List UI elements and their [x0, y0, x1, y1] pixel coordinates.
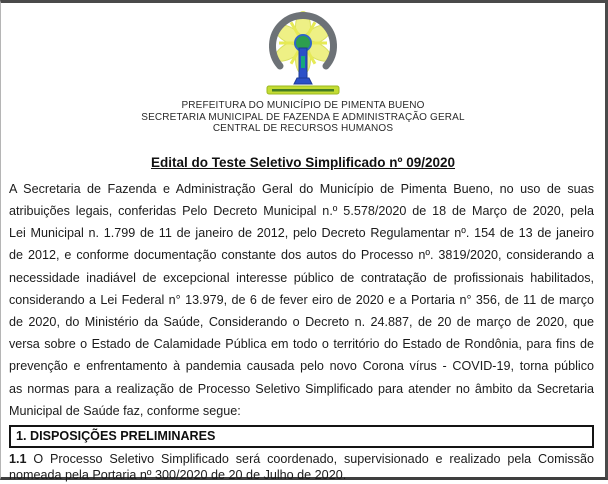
org-header-line2: SECRETARIA MUNICIPAL DE FAZENDA E ADMINISTRAÇÃO GERAL: [141, 111, 465, 123]
edict-document-page: [1, 10, 605, 484]
paragraph-line: prevenção e enfrentamento à pandemia causada pelo novo Corona vírus - COVID-19, torna público: [9, 359, 594, 374]
crest-column-inner: [301, 56, 305, 68]
paragraph-line: as normas para a realização de Processo Seletivo Simplificado para atender no âmbito da Secretaria: [9, 381, 594, 396]
paragraph-line: de 2020, do Ministério da Saúde, Considerando o Decreto n. 24.887, de 20 de março de 2020, que: [9, 315, 594, 329]
section-1-heading-box: [9, 425, 594, 448]
paragraph-line: Municipal de Saúde faz, conforme segue:: [9, 403, 241, 418]
crest-column-base: [294, 78, 312, 84]
preamble-paragraph: [9, 178, 594, 422]
paragraph-line: Lei Municipal n. 1.799 de 11 de janeiro de 2012, pelo Decreto Regulamentar nº. 154 de 13 de janeiro: [9, 226, 594, 241]
org-header-line1: PREFEITURA DO MUNICÍPIO DE PIMENTA BUENO: [181, 100, 425, 111]
item-1-1-number: 1.1: [9, 452, 27, 467]
item-1-1-line2: nomeada pela Portaria nº 300/2020 de 20 de Julho de 2020.: [9, 467, 347, 482]
item-1-1-line1: [9, 452, 594, 468]
org-header-line3: CENTRAL DE RECURSOS HUMANOS: [212, 123, 394, 135]
edict-title: Edital do Teste Seletivo Simplificado nº 09/2020: [150, 154, 456, 170]
paragraph-line: atribuições legais, conferidas Pelo Decreto Municipal n.º 5.578/2020 de 18 de Março de 2020, pela: [9, 203, 594, 218]
logo-container: [256, 10, 350, 96]
section-1-heading: 1. DISPOSIÇÕES PRELIMINARES: [16, 429, 216, 444]
municipal-coat-of-arms-icon: [256, 10, 350, 96]
crest-banner-text: [272, 89, 334, 92]
document-body: [1, 178, 605, 484]
paragraph-line: versa sobre o Estado de Calamidade Pública em todo o território do Estado de Rondônia, para fins de: [9, 337, 594, 352]
paragraph-line: considerando a Lei Federal n° 13.979, de 6 de fever eiro de 2020 e a Portaria n° 356, de 11 de março: [9, 292, 594, 307]
paragraph-line: A Secretaria de Fazenda e Administração Geral do Município de Pimenta Bueno, no uso de suas: [9, 181, 594, 196]
paragraph-line: de 2012, e conforme documentação constante dos autos do Processo nº. 3819/2020, considerando a: [9, 248, 594, 263]
section-1-item-1-1: [9, 452, 594, 484]
item-1-1-text: O Processo Seletivo Simplificado será coordenado, supervisionado e realizado pela Comissão: [33, 452, 595, 467]
paragraph-line: necessidade inadiável de excepcional interesse público de contratação de profissionais habilitados,: [9, 270, 594, 285]
organization-header: [1, 100, 605, 135]
